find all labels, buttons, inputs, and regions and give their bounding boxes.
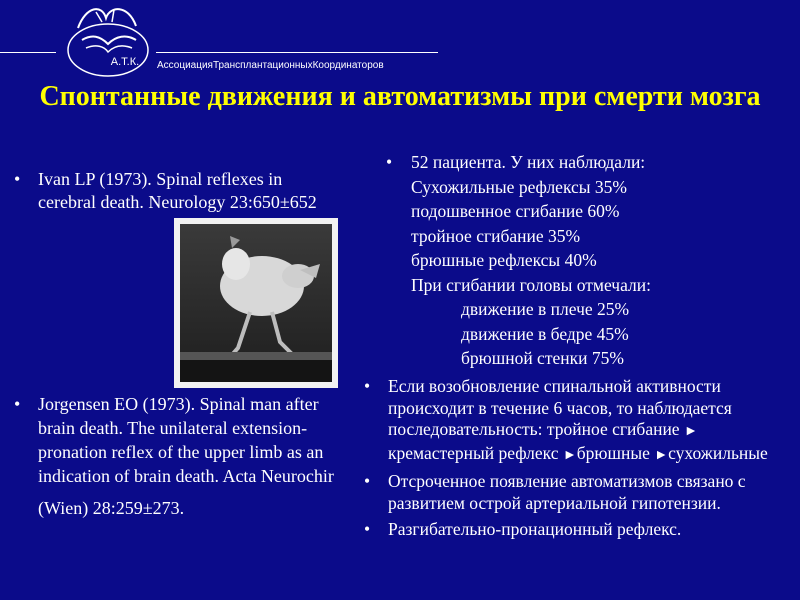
observations-list xyxy=(362,376,794,546)
header-logo xyxy=(0,0,800,80)
stats-intro-text: 52 пациента. У них наблюдали: xyxy=(411,152,646,172)
patient-statistics xyxy=(386,150,786,371)
stats-line-indented: брюшной стенки 75% xyxy=(461,348,624,368)
stats-line-intro: • 52 пациента. У них наблюдали: xyxy=(386,152,646,172)
right-pointer-icon: ► xyxy=(654,447,669,463)
headless-chicken-photo-icon xyxy=(180,224,332,382)
stats-line: брюшные рефлексы 40% xyxy=(411,250,597,270)
observation-sequence-part1: Если возобновление спинальной активности происходит в течение 6 часов, то наблюдается последовательность: тройное сгибание xyxy=(388,376,732,439)
logo-abbreviation: А.Т.К. xyxy=(110,56,140,68)
slide-title: Спонтанные движения и автоматизмы при смерти мозга xyxy=(39,81,761,112)
left-reference-list-bottom xyxy=(12,392,342,520)
stats-line-indented: движение в бедре 45% xyxy=(461,323,629,344)
reference-jorgensen-tail: (Wien) 28:259±273. xyxy=(38,498,185,518)
right-pointer-icon: ► xyxy=(562,447,577,463)
observation-sequence xyxy=(362,376,794,466)
stats-line: тройное сгибание 35% xyxy=(411,225,581,246)
reference-ivan: • Ivan LP (1973). Spinal reflexes in cerebral death. Neurology 23:650±652 xyxy=(12,168,342,214)
observation-reflex: • Разгибательно-пронационный рефлекс. xyxy=(362,519,794,541)
hands-bird-logo-icon xyxy=(56,0,156,80)
stats-line-indented: движение в плече 25% xyxy=(461,299,630,319)
observation-hypotension: • Отсроченное появление автоматизмов связано с развитием острой артериальной гипотензии. xyxy=(362,471,794,514)
left-reference-list-top xyxy=(12,168,342,214)
observation-sequence-part3: брюшные xyxy=(576,442,655,463)
right-pointer-icon: ► xyxy=(683,424,698,439)
logo-organization-name: АссоциацияТрансплантационныхКоординаторов xyxy=(157,60,384,71)
observation-sequence-part4: сухожильные xyxy=(668,442,768,463)
logo-rule-right xyxy=(156,52,438,53)
photo-frame xyxy=(174,218,338,388)
reference-jorgensen xyxy=(12,392,342,520)
observation-sequence-part2: кремастерный рефлекс xyxy=(388,442,563,463)
logo-rule-left xyxy=(0,52,56,53)
stats-line: подошвенное сгибание 60% xyxy=(411,201,620,221)
stats-line: Сухожильные рефлексы 35% xyxy=(411,176,627,197)
stats-line: При сгибании головы отмечали: xyxy=(411,274,651,295)
reference-jorgensen-main: Jorgensen EO (1973). Spinal man after brain death. The unilateral extension-pronation reflex of the upper limb as an indication of brain death. Acta Neurochir xyxy=(38,394,334,486)
